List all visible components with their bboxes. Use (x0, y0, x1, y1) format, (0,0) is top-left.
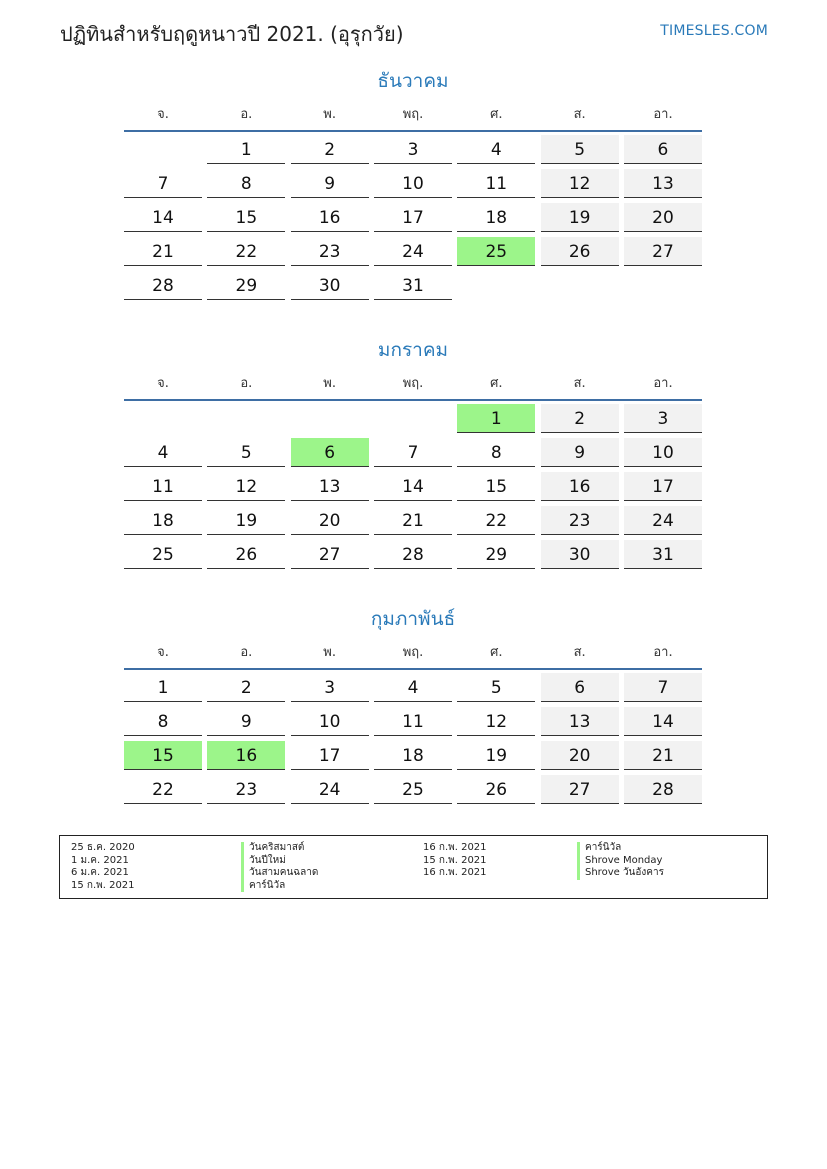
day-cell[interactable]: 9 (541, 438, 619, 467)
legend-date: 1 ม.ค. 2021 (71, 854, 129, 866)
weekday-label: ส. (573, 644, 586, 660)
day-cell[interactable]: 17 (624, 472, 702, 501)
legend-holiday-name: วันปีใหม่ (241, 855, 318, 868)
day-cell[interactable]: 20 (624, 203, 702, 232)
day-cell[interactable]: 9 (207, 707, 285, 736)
day-cell[interactable]: 5 (207, 438, 285, 467)
day-cell[interactable]: 21 (124, 237, 202, 266)
weekday-header (124, 634, 702, 668)
empty-cell (124, 135, 202, 164)
weekday-label: พฤ. (402, 106, 424, 122)
day-cell[interactable]: 20 (541, 741, 619, 770)
day-cell[interactable]: 7 (124, 169, 202, 198)
day-cell[interactable]: 27 (541, 775, 619, 804)
day-cell[interactable]: 8 (457, 438, 535, 467)
day-cell[interactable]: 13 (541, 707, 619, 736)
day-cell[interactable]: 16 (541, 472, 619, 501)
day-cell[interactable]: 23 (291, 237, 369, 266)
holiday-day-cell[interactable]: 15 (124, 741, 202, 770)
weekday-header (124, 96, 702, 130)
month-name: ธันวาคม (377, 70, 449, 92)
day-cell[interactable]: 9 (291, 169, 369, 198)
day-cell[interactable]: 24 (374, 237, 452, 266)
day-cell[interactable]: 13 (291, 472, 369, 501)
day-cell[interactable]: 3 (291, 673, 369, 702)
day-cell[interactable]: 19 (541, 203, 619, 232)
weekday-label: พ. (323, 106, 336, 122)
weekday-header (124, 365, 702, 399)
legend-holiday-name: วันสามคนฉลาด (241, 867, 318, 880)
site-brand[interactable]: TIMESLES.COM (660, 23, 768, 39)
day-cell[interactable]: 10 (374, 169, 452, 198)
day-cell[interactable]: 3 (624, 404, 702, 433)
day-cell[interactable]: 30 (541, 540, 619, 569)
day-cell[interactable]: 20 (291, 506, 369, 535)
day-cell[interactable]: 14 (124, 203, 202, 232)
day-cell[interactable]: 12 (541, 169, 619, 198)
day-grid (124, 135, 702, 300)
legend-date: 15 ก.พ. 2021 (71, 879, 135, 891)
legend-date: 16 ก.พ. 2021 (423, 842, 487, 853)
day-cell[interactable]: 12 (207, 472, 285, 501)
day-cell[interactable]: 28 (624, 775, 702, 804)
weekday-label: อา. (653, 106, 673, 122)
day-cell[interactable]: 29 (457, 540, 535, 569)
day-cell[interactable]: 14 (374, 472, 452, 501)
day-cell[interactable]: 2 (541, 404, 619, 433)
legend-date: 6 ม.ค. 2021 (71, 867, 129, 878)
day-cell[interactable]: 21 (374, 506, 452, 535)
weekday-label: จ. (157, 106, 169, 122)
month-december (124, 66, 702, 300)
holiday-day-cell[interactable]: 1 (457, 404, 535, 433)
day-cell[interactable]: 12 (457, 707, 535, 736)
legend-date: 25 ธ.ค. 2020 (71, 842, 135, 853)
empty-cell (124, 404, 202, 433)
legend-holiday-name: คาร์นิวัล (577, 842, 664, 855)
weekday-label: ศ. (490, 644, 503, 660)
empty-cell (207, 404, 285, 433)
day-cell[interactable]: 6 (624, 135, 702, 164)
weekday-label: ส. (573, 106, 586, 122)
day-cell[interactable]: 3 (374, 135, 452, 164)
legend-names-left (241, 842, 318, 892)
day-cell[interactable]: 19 (207, 506, 285, 535)
day-cell[interactable]: 14 (624, 707, 702, 736)
day-cell[interactable]: 7 (624, 673, 702, 702)
day-cell[interactable]: 26 (541, 237, 619, 266)
legend-date: 16 ก.พ. 2021 (423, 867, 487, 878)
weekday-label: พ. (323, 375, 336, 391)
day-cell[interactable]: 28 (374, 540, 452, 569)
day-cell[interactable]: 1 (207, 135, 285, 164)
day-cell[interactable]: 17 (374, 203, 452, 232)
weekday-label: อ. (240, 644, 253, 660)
header-rule (124, 130, 702, 132)
month-january (124, 335, 702, 569)
weekday-label: จ. (157, 644, 169, 660)
day-cell[interactable]: 11 (457, 169, 535, 198)
day-cell[interactable]: 21 (624, 741, 702, 770)
day-cell[interactable]: 1 (124, 673, 202, 702)
weekday-label: อ. (240, 375, 253, 391)
day-cell[interactable]: 26 (457, 775, 535, 804)
day-cell[interactable]: 5 (541, 135, 619, 164)
weekday-label: ศ. (490, 375, 503, 391)
legend-holiday-name: คาร์นิวัล (241, 880, 318, 893)
day-cell[interactable]: 13 (624, 169, 702, 198)
weekday-label: ส. (573, 375, 586, 391)
day-cell[interactable]: 19 (457, 741, 535, 770)
day-cell[interactable]: 22 (124, 775, 202, 804)
empty-cell (291, 404, 369, 433)
day-cell[interactable]: 28 (124, 271, 202, 300)
page-title: ปฏิทินสำหรับฤดูหนาวปี 2021. (อุรุกวัย) (60, 22, 404, 46)
day-cell[interactable]: 25 (124, 540, 202, 569)
weekday-label: พฤ. (402, 644, 424, 660)
day-cell[interactable]: 4 (457, 135, 535, 164)
day-cell[interactable]: 17 (291, 741, 369, 770)
day-cell[interactable]: 27 (291, 540, 369, 569)
header-rule (124, 399, 702, 401)
day-cell[interactable]: 11 (124, 472, 202, 501)
day-cell[interactable]: 29 (207, 271, 285, 300)
legend-dates-right (423, 842, 487, 880)
legend-holiday-name: Shrove Monday (577, 855, 664, 868)
day-cell[interactable]: 6 (541, 673, 619, 702)
day-cell[interactable]: 31 (374, 271, 452, 300)
day-cell[interactable]: 4 (374, 673, 452, 702)
day-cell[interactable]: 15 (207, 203, 285, 232)
header-rule (124, 668, 702, 670)
day-cell[interactable]: 16 (291, 203, 369, 232)
day-cell[interactable]: 27 (624, 237, 702, 266)
day-cell[interactable]: 4 (124, 438, 202, 467)
holiday-day-cell[interactable]: 6 (291, 438, 369, 467)
day-cell[interactable]: 2 (207, 673, 285, 702)
day-cell[interactable]: 25 (374, 775, 452, 804)
weekday-label: อา. (653, 644, 673, 660)
day-grid (124, 673, 702, 804)
holiday-day-cell[interactable]: 25 (457, 237, 535, 266)
day-cell[interactable]: 24 (624, 506, 702, 535)
day-cell[interactable]: 7 (374, 438, 452, 467)
day-cell[interactable]: 8 (207, 169, 285, 198)
day-cell[interactable]: 30 (291, 271, 369, 300)
month-name: กุมภาพันธ์ (370, 608, 456, 630)
holiday-day-cell[interactable]: 16 (207, 741, 285, 770)
legend-dates-left (71, 842, 135, 892)
weekday-label: อา. (653, 375, 673, 391)
day-cell[interactable]: 23 (207, 775, 285, 804)
legend-holiday-name: วันคริสมาสต์ (241, 842, 318, 855)
day-cell[interactable]: 26 (207, 540, 285, 569)
legend-date: 15 ก.พ. 2021 (423, 854, 487, 866)
weekday-label: อ. (240, 106, 253, 122)
day-cell[interactable]: 22 (207, 237, 285, 266)
day-cell[interactable]: 15 (457, 472, 535, 501)
day-cell[interactable]: 18 (374, 741, 452, 770)
day-cell[interactable]: 8 (124, 707, 202, 736)
month-name: มกราคม (377, 339, 449, 361)
day-cell[interactable]: 23 (541, 506, 619, 535)
holiday-legend (59, 835, 768, 899)
day-cell[interactable]: 2 (291, 135, 369, 164)
day-cell[interactable]: 22 (457, 506, 535, 535)
day-cell[interactable]: 18 (457, 203, 535, 232)
empty-cell (374, 404, 452, 433)
day-cell[interactable]: 10 (291, 707, 369, 736)
day-cell[interactable]: 31 (624, 540, 702, 569)
day-cell[interactable]: 18 (124, 506, 202, 535)
day-cell[interactable]: 5 (457, 673, 535, 702)
day-cell[interactable]: 11 (374, 707, 452, 736)
day-cell[interactable]: 10 (624, 438, 702, 467)
weekday-label: พฤ. (402, 375, 424, 391)
day-cell[interactable]: 24 (291, 775, 369, 804)
weekday-label: จ. (157, 375, 169, 391)
weekday-label: ศ. (490, 106, 503, 122)
legend-holiday-name: Shrove วันอังคาร (577, 867, 664, 880)
day-grid (124, 404, 702, 569)
weekday-label: พ. (323, 644, 336, 660)
legend-names-right (577, 842, 664, 880)
month-february (124, 604, 702, 804)
